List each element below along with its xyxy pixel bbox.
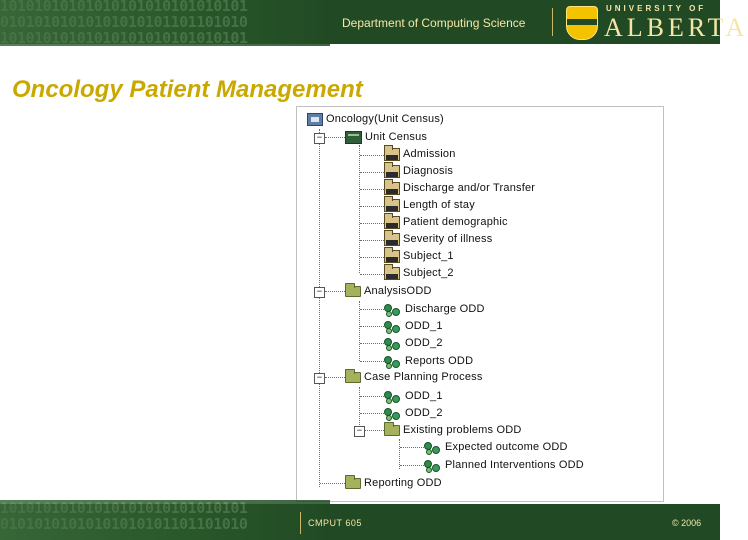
tree-connector xyxy=(360,257,384,258)
university-small-label: UNIVERSITY OF xyxy=(606,4,707,13)
tree-node-length-of-stay[interactable]: Length of stay xyxy=(384,197,475,213)
footer-divider xyxy=(300,512,301,534)
footer-banner xyxy=(0,499,720,540)
tree-node-odd-2[interactable]: ODD_2 xyxy=(384,335,443,351)
cube-icon xyxy=(345,131,362,144)
tree-connector xyxy=(325,377,345,378)
tree-connector xyxy=(360,326,384,327)
department-label: Department of Computing Science xyxy=(342,16,526,30)
tree-node-reporting-odd[interactable]: Reporting ODD xyxy=(345,475,442,491)
tree-node-severity[interactable]: Severity of illness xyxy=(384,231,492,247)
tree-node-reports-odd[interactable]: Reports ODD xyxy=(384,353,473,369)
tree-connector xyxy=(360,343,384,344)
tree-node-analysis-odd[interactable]: AnalysisODD xyxy=(345,283,432,299)
database-icon xyxy=(307,113,323,126)
tree-view-panel[interactable] xyxy=(296,106,664,502)
table-icon xyxy=(384,267,400,280)
binary-pattern-graphic: 10101010101010101010101010101 01010101010101010101101101010 xyxy=(0,500,330,540)
tree-node-patient-demographic[interactable]: Patient demographic xyxy=(384,214,508,230)
tree-node-subject-1[interactable]: Subject_1 xyxy=(384,248,454,264)
people-icon xyxy=(384,320,402,333)
tree-connector xyxy=(360,309,384,310)
tree-node-case-planning[interactable]: Case Planning Process xyxy=(345,369,483,385)
folder-icon xyxy=(345,478,361,489)
people-icon xyxy=(384,337,402,350)
tree-connector xyxy=(360,172,384,173)
collapse-toggle[interactable]: − xyxy=(314,133,325,144)
tree-node-discharge-transfer[interactable]: Discharge and/or Transfer xyxy=(384,180,535,196)
tree-connector xyxy=(400,465,424,466)
tree-node-root[interactable]: Oncology(Unit Census) xyxy=(307,111,444,127)
tree-connector xyxy=(360,274,384,275)
people-icon xyxy=(384,390,402,403)
tree-node-expected-outcome[interactable]: Expected outcome ODD xyxy=(424,439,568,455)
university-name-label: ALBERTA xyxy=(604,13,748,42)
binary-pattern-graphic: 10101010101010101010101010101 01010101010101010101101101010 10101010101010101010101010101 xyxy=(0,0,330,46)
people-icon xyxy=(424,459,442,472)
tree-node-odd-2[interactable]: ODD_2 xyxy=(384,405,443,421)
tree-node-odd-1[interactable]: ODD_1 xyxy=(384,388,443,404)
tree-node-unit-census[interactable]: Unit Census xyxy=(345,129,427,145)
tree-node-subject-2[interactable]: Subject_2 xyxy=(384,265,454,281)
table-icon xyxy=(384,148,400,161)
tree-node-existing-problems[interactable]: Existing problems ODD xyxy=(384,422,522,438)
tree-connector xyxy=(359,301,360,361)
tree-connector xyxy=(360,413,384,414)
table-icon xyxy=(384,233,400,246)
header-divider xyxy=(552,8,553,36)
copyright-label: © 2006 xyxy=(672,518,702,528)
tree-connector xyxy=(359,145,360,273)
tree-connector xyxy=(319,129,320,487)
tree-connector xyxy=(360,396,384,397)
tree-connector xyxy=(360,155,384,156)
folder-icon xyxy=(345,372,361,383)
table-icon xyxy=(384,199,400,212)
tree-node-admission[interactable]: Admission xyxy=(384,146,456,162)
tree-connector xyxy=(360,223,384,224)
tree-connector xyxy=(320,483,345,484)
table-icon xyxy=(384,216,400,229)
tree-connector xyxy=(360,189,384,190)
folder-icon xyxy=(384,425,400,436)
people-icon xyxy=(384,407,402,420)
course-label: CMPUT 605 xyxy=(308,518,362,528)
university-crest-icon xyxy=(566,6,598,40)
tree-connector xyxy=(360,206,384,207)
folder-icon xyxy=(345,286,361,297)
tree-connector xyxy=(325,137,345,138)
tree-connector xyxy=(360,361,384,362)
table-icon xyxy=(384,182,400,195)
people-icon xyxy=(384,303,402,316)
tree-node-planned-interventions[interactable]: Planned Interventions ODD xyxy=(424,457,584,473)
tree-node-diagnosis[interactable]: Diagnosis xyxy=(384,163,453,179)
page-title: Oncology Patient Management xyxy=(12,76,363,103)
tree-connector xyxy=(360,240,384,241)
people-icon xyxy=(384,355,402,368)
collapse-toggle[interactable]: − xyxy=(314,373,325,384)
collapse-toggle[interactable]: − xyxy=(354,426,365,437)
table-icon xyxy=(384,250,400,263)
tree-connector xyxy=(365,430,384,431)
tree-connector xyxy=(400,447,424,448)
tree-connector xyxy=(325,291,345,292)
collapse-toggle[interactable]: − xyxy=(314,287,325,298)
people-icon xyxy=(424,441,442,454)
tree-node-odd-1[interactable]: ODD_1 xyxy=(384,318,443,334)
tree-node-discharge-odd[interactable]: Discharge ODD xyxy=(384,301,485,317)
header-banner xyxy=(0,0,748,47)
table-icon xyxy=(384,165,400,178)
